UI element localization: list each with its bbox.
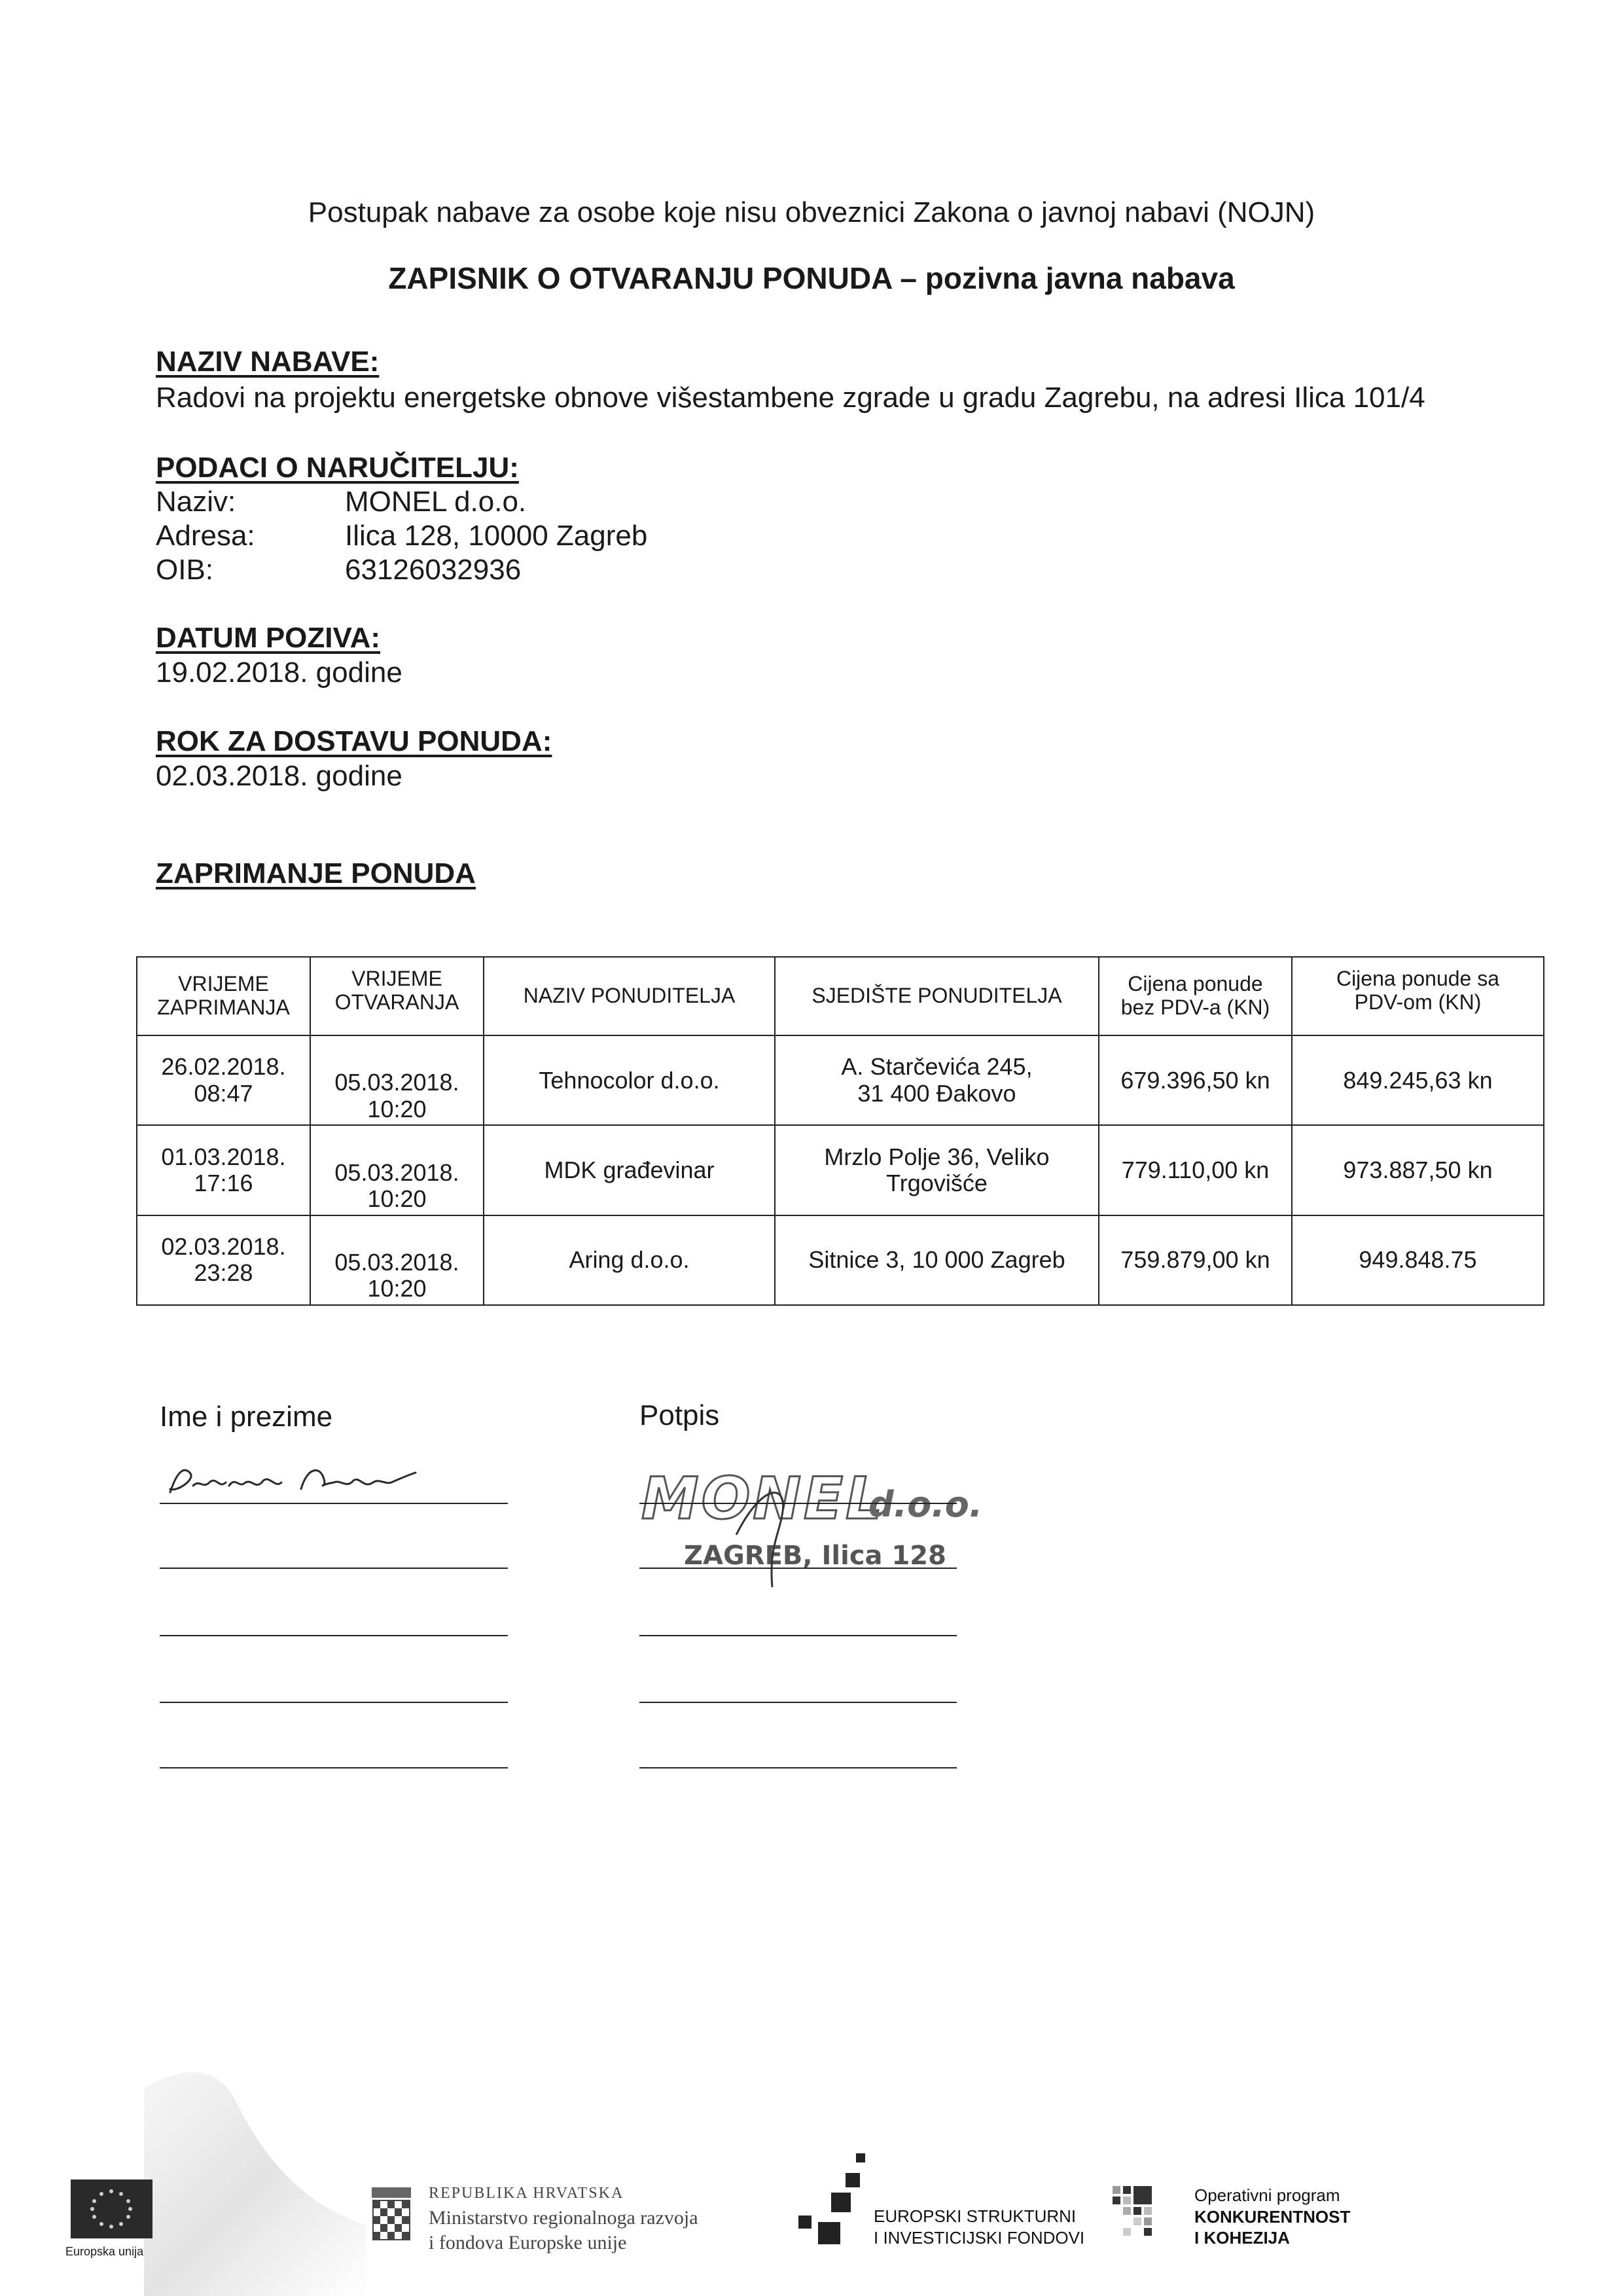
cell-line: 10:20 xyxy=(367,1275,427,1302)
header-received-time xyxy=(137,957,310,1035)
svg-text:ZAGREB, Ilica 128: ZAGREB, Ilica 128 xyxy=(684,1541,946,1571)
ministry-country: REPUBLIKA HRVATSKA xyxy=(429,2185,624,2202)
cell-bidder: MDK građevinar xyxy=(484,1125,775,1215)
cell-line: Mrzlo Polje 36, Veliko xyxy=(824,1143,1050,1170)
signature-line-2 xyxy=(639,1568,957,1569)
esif-line: EUROPSKI STRUKTURNI xyxy=(874,2206,1077,2226)
cell-line: 05.03.2018. xyxy=(334,1249,459,1276)
cell-received xyxy=(137,1035,310,1125)
cell-price-gross: 849.245,63 kn xyxy=(1292,1035,1544,1125)
esif-logo-icon xyxy=(792,2153,870,2251)
client-heading: PODACI O NARUČITELJU: xyxy=(156,452,519,484)
cell-line: 01.03.2018. xyxy=(161,1143,286,1170)
cell-line: 23:28 xyxy=(194,1259,253,1287)
cell-line: 02.03.2018. xyxy=(161,1233,286,1261)
esif-label xyxy=(874,2206,1084,2248)
header-line: bez PDV-a (KN) xyxy=(1120,996,1270,1019)
cell-seat xyxy=(775,1125,1099,1215)
header-line: VRIJEME xyxy=(178,972,269,996)
procurement-heading: NAZIV NABAVE: xyxy=(156,346,380,378)
header-price-net xyxy=(1099,957,1292,1035)
cell-bidder: Aring d.o.o. xyxy=(484,1215,775,1305)
cell-seat: Sitnice 3, 10 000 Zagreb xyxy=(775,1215,1099,1305)
op-line: KONKURENTNOST xyxy=(1194,2206,1351,2227)
header-bidder-seat xyxy=(775,957,1099,1035)
cell-line: 10:20 xyxy=(367,1185,427,1212)
header-bidder-name xyxy=(484,957,775,1035)
header-line: ZAPRIMANJA xyxy=(157,996,290,1019)
name-label: Ime i prezime xyxy=(160,1401,333,1433)
cell-line: 31 400 Đakovo xyxy=(857,1079,1016,1107)
signature-line-1 xyxy=(639,1503,957,1504)
name-line-2 xyxy=(160,1568,508,1569)
table-row xyxy=(137,1035,1544,1125)
cell-line: A. Starčevića 245, xyxy=(841,1053,1033,1081)
client-name-label: Naziv: xyxy=(156,486,236,518)
cell-bidder: Tehnocolor d.o.o. xyxy=(484,1035,775,1125)
header-line: SJEDIŠTE PONUDITELJA xyxy=(812,984,1062,1008)
table-row xyxy=(137,1215,1544,1305)
ministry-name-line2: i fondova Europske unije xyxy=(429,2232,627,2253)
table-row xyxy=(137,1125,1544,1215)
header-line: PDV-om (KN) xyxy=(1354,990,1482,1014)
croatian-coat-of-arms-icon xyxy=(366,2186,416,2251)
invitation-date: 19.02.2018. godine xyxy=(156,656,402,689)
signature-line-3 xyxy=(639,1635,957,1636)
document-title: ZAPISNIK O OTVARANJU PONUDA – pozivna javna nabava xyxy=(388,261,1235,295)
document-subtitle: Postupak nabave za osobe koje nisu obveznici Zakona o javnoj nabavi (NOJN) xyxy=(308,196,1315,228)
cell-line: 05.03.2018. xyxy=(334,1158,459,1186)
svg-text:d.o.o.: d.o.o. xyxy=(868,1484,983,1525)
ministry-name-line1: Ministarstvo regionalnoga razvoja xyxy=(429,2207,698,2229)
eu-label: Europska unija xyxy=(65,2245,144,2258)
op-konkurentnost-logo-icon xyxy=(1113,2186,1178,2258)
op-line: I KOHEZIJA xyxy=(1194,2228,1290,2248)
company-stamp xyxy=(638,1456,991,1600)
header-line: Cijena ponude xyxy=(1128,972,1263,996)
cell-opened xyxy=(310,1125,484,1215)
eu-flag-logo xyxy=(71,2179,152,2238)
esif-line: I INVESTICIJSKI FONDOVI xyxy=(874,2227,1085,2248)
name-line-3 xyxy=(160,1635,508,1636)
client-oib-value: 63126032936 xyxy=(345,554,522,586)
client-address-label: Adresa: xyxy=(156,520,255,552)
handwritten-name-signature xyxy=(164,1453,438,1505)
signature-line-4 xyxy=(639,1702,957,1703)
client-name-value: MONEL d.o.o. xyxy=(345,486,527,518)
cell-line: 17:16 xyxy=(194,1169,253,1196)
header-line: VRIJEME xyxy=(351,967,442,991)
cell-line: 05.03.2018. xyxy=(334,1069,459,1096)
signature-line-5 xyxy=(639,1767,957,1768)
cell-line: 10:20 xyxy=(367,1095,427,1122)
cell-opened xyxy=(310,1035,484,1125)
procurement-text: Radovi na projektu energetske obnove višestambene zgrade u gradu Zagrebu, na adresi Ilica 101/4 xyxy=(156,382,1425,414)
name-line-5 xyxy=(160,1767,508,1768)
offers-table xyxy=(136,956,1544,1306)
invitation-heading: DATUM POZIVA: xyxy=(156,622,380,654)
name-line-4 xyxy=(160,1702,508,1703)
signature-label: Potpis xyxy=(639,1399,720,1431)
deadline-heading: ROK ZA DOSTAVU PONUDA: xyxy=(156,725,552,757)
receipt-heading: ZAPRIMANJE PONUDA xyxy=(156,857,476,889)
page-curl-shadow xyxy=(137,2062,373,2296)
cell-price-gross: 949.848.75 xyxy=(1292,1215,1544,1305)
cell-seat xyxy=(775,1035,1099,1125)
name-line-1 xyxy=(160,1503,508,1504)
table-header-row xyxy=(137,957,1544,1035)
cell-line: 26.02.2018. xyxy=(161,1053,286,1081)
cell-line: 08:47 xyxy=(194,1079,253,1107)
op-line: Operativni program xyxy=(1194,2185,1340,2205)
client-address-value: Ilica 128, 10000 Zagreb xyxy=(345,520,648,552)
cell-price-net: 779.110,00 kn xyxy=(1099,1125,1292,1215)
cell-price-net: 679.396,50 kn xyxy=(1099,1035,1292,1125)
header-price-gross xyxy=(1292,957,1544,1035)
deadline-date: 02.03.2018. godine xyxy=(156,760,402,792)
header-line: Cijena ponude sa xyxy=(1336,967,1500,991)
cell-opened xyxy=(310,1215,484,1305)
svg-text:MONEL: MONEL xyxy=(641,1465,885,1532)
header-line: NAZIV PONUDITELJA xyxy=(523,984,736,1008)
header-opening-time xyxy=(310,957,484,1035)
cell-received xyxy=(137,1125,310,1215)
cell-received xyxy=(137,1215,310,1305)
client-oib-label: OIB: xyxy=(156,554,214,586)
op-program-label xyxy=(1194,2185,1350,2249)
header-line: OTVARANJA xyxy=(334,990,459,1014)
cell-price-gross: 973.887,50 kn xyxy=(1292,1125,1544,1215)
cell-line: Trgovišće xyxy=(886,1169,988,1196)
cell-price-net: 759.879,00 kn xyxy=(1099,1215,1292,1305)
